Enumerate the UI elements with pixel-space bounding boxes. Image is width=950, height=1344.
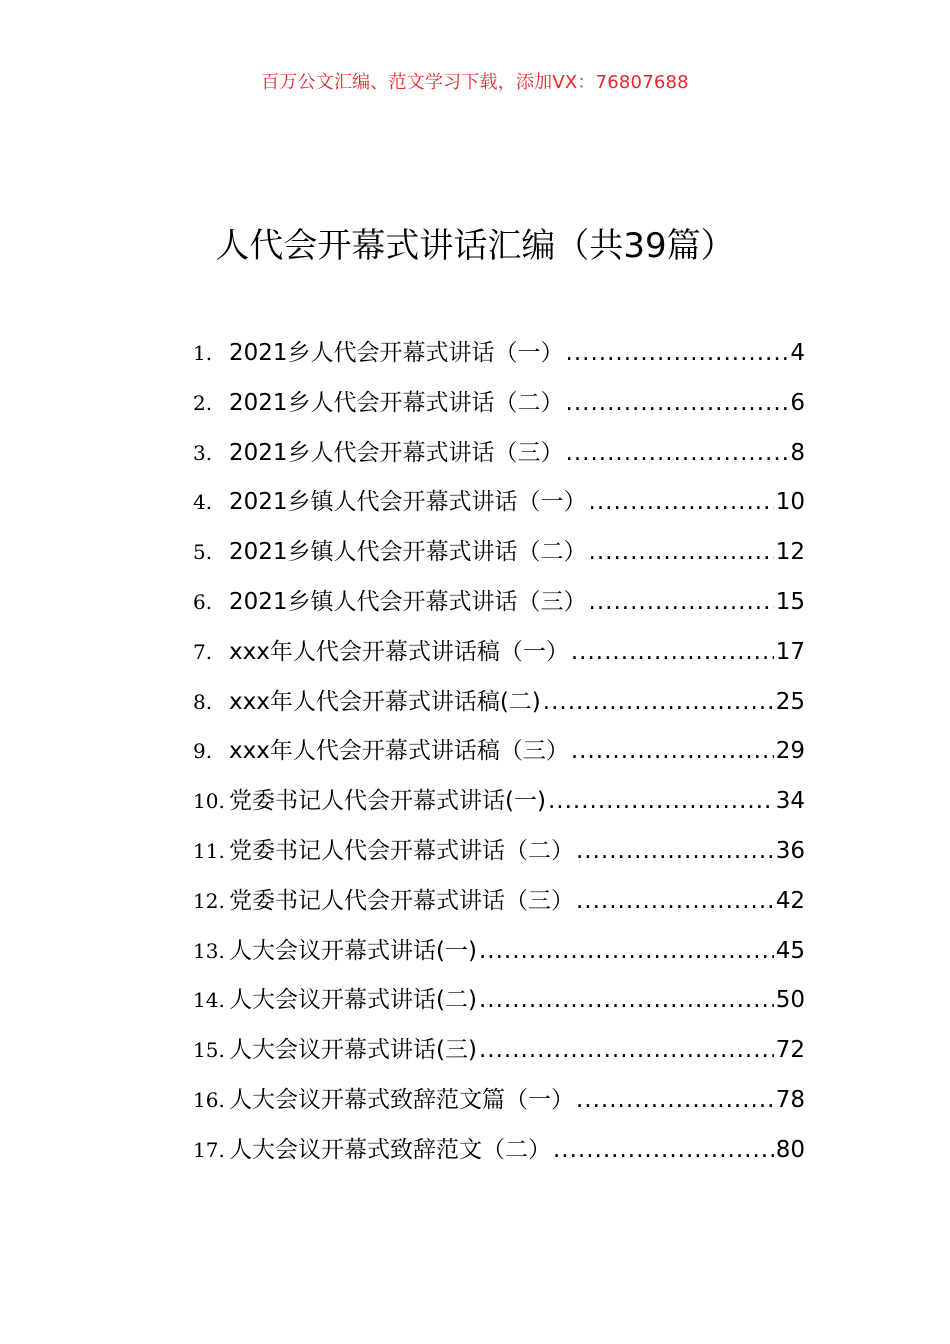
toc-dot-leader <box>589 583 774 621</box>
toc-entry-number: 1. <box>193 341 213 365</box>
toc-entry-title: 2021乡镇人代会开幕式讲话（二） <box>229 539 587 566</box>
toc-entry[interactable] <box>193 1031 805 1081</box>
toc-entry-page-number: 29 <box>775 738 805 765</box>
toc-entry[interactable] <box>193 732 805 782</box>
toc-dot-leader <box>479 1031 774 1069</box>
toc-entry-number: 8. <box>193 689 213 714</box>
toc-entry-number: 6. <box>193 589 213 614</box>
toc-dot-leader <box>576 1081 774 1119</box>
header-note: 百万公文汇编、范文学习下载，添加VX：76807688 <box>261 72 689 93</box>
toc-entry-page-number: 45 <box>775 937 805 964</box>
toc-entry[interactable] <box>193 782 805 832</box>
toc-entry-page-number: 15 <box>775 588 805 615</box>
toc-entry-page-number: 42 <box>775 887 805 914</box>
toc-entry-page-number: 12 <box>775 539 805 566</box>
toc-entry[interactable] <box>193 932 805 982</box>
toc-entry-page-number: 8 <box>790 439 805 466</box>
toc-entry[interactable] <box>193 832 805 882</box>
toc-dot-leader <box>576 832 774 870</box>
toc-entry-page-number: 25 <box>775 688 805 715</box>
toc-dot-leader <box>479 932 774 970</box>
toc-entry-number: 2. <box>193 390 213 415</box>
toc-entry-title: 2021乡人代会开幕式讲话（一） <box>229 340 564 366</box>
toc-entry[interactable] <box>193 434 805 484</box>
toc-dot-leader <box>566 384 789 422</box>
toc-dot-leader <box>553 1131 774 1169</box>
toc-dot-leader <box>548 782 774 820</box>
toc-entry-title: 人大会议开幕式致辞范文篇（一） <box>229 1086 574 1113</box>
toc-entry-title: 人大会议开幕式讲话(三) <box>229 1037 477 1064</box>
toc-entry-number: 7. <box>193 639 213 664</box>
toc-entry-title: xxx年人代会开幕式讲话稿（一） <box>229 638 569 665</box>
toc-entry-page-number: 17 <box>775 638 805 665</box>
toc-entry-title: 党委书记人代会开幕式讲话（二） <box>229 837 574 864</box>
toc-dot-leader <box>571 732 774 770</box>
toc-entry-page-number: 50 <box>775 987 805 1014</box>
toc-entry-number: 14. <box>193 988 225 1013</box>
toc-entry-title: 人大会议开幕式致辞范文（二） <box>229 1136 551 1163</box>
toc-entry-number: 16. <box>193 1087 225 1112</box>
toc-entry[interactable] <box>193 1131 805 1181</box>
toc-entry-page-number: 6 <box>790 389 805 416</box>
toc-entry-number: 15. <box>193 1038 225 1063</box>
toc-entry-page-number: 36 <box>775 837 805 864</box>
toc-entry-number: 5. <box>193 540 213 565</box>
toc-entry-title: 2021乡人代会开幕式讲话（二） <box>229 389 564 416</box>
toc-entry-page-number: 4 <box>790 340 805 366</box>
toc-entry-number: 4. <box>193 490 213 515</box>
toc-dot-leader <box>589 533 774 571</box>
toc-entry-page-number: 78 <box>775 1086 805 1113</box>
toc-entry-title: 人大会议开幕式讲话(一) <box>229 937 477 964</box>
toc-entry[interactable] <box>193 981 805 1031</box>
toc-entry[interactable] <box>193 633 805 683</box>
toc-entry-page-number: 80 <box>775 1136 805 1163</box>
toc-entry[interactable] <box>193 483 805 533</box>
toc-entry-number: 13. <box>193 938 225 963</box>
toc-entry-number: 9. <box>193 739 213 764</box>
toc-entry-title: 2021乡人代会开幕式讲话（三） <box>229 439 564 466</box>
toc-dot-leader <box>576 882 774 920</box>
table-of-contents <box>193 334 805 1181</box>
toc-entry-title: 党委书记人代会开幕式讲话（三） <box>229 887 574 914</box>
toc-entry-number: 17. <box>193 1137 225 1162</box>
toc-entry[interactable] <box>193 533 805 583</box>
document-title: 人代会开幕式讲话汇编（共39篇） <box>215 226 735 266</box>
toc-entry[interactable] <box>193 1081 805 1131</box>
toc-entry-title: 2021乡镇人代会开幕式讲话（三） <box>229 588 587 615</box>
toc-entry[interactable] <box>193 683 805 733</box>
toc-entry-page-number: 10 <box>775 489 805 516</box>
toc-entry-title: 党委书记人代会开幕式讲话(一) <box>229 788 546 815</box>
toc-entry-number: 3. <box>193 440 213 465</box>
toc-entry-title: xxx年人代会开幕式讲话稿(二) <box>229 688 541 715</box>
toc-entry-number: 11. <box>193 838 225 863</box>
toc-entry-title: xxx年人代会开幕式讲话稿（三） <box>229 738 569 765</box>
toc-dot-leader <box>571 633 774 671</box>
toc-entry[interactable] <box>193 583 805 633</box>
toc-entry[interactable] <box>193 334 805 384</box>
toc-entry[interactable] <box>193 882 805 932</box>
toc-entry-page-number: 72 <box>775 1037 805 1064</box>
toc-dot-leader <box>589 483 774 521</box>
toc-entry-title: 人大会议开幕式讲话(二) <box>229 987 477 1014</box>
toc-entry-page-number: 34 <box>775 788 805 815</box>
toc-entry-title: 2021乡镇人代会开幕式讲话（一） <box>229 489 587 516</box>
toc-entry-number: 12. <box>193 888 225 913</box>
toc-dot-leader <box>566 434 789 472</box>
toc-dot-leader <box>566 334 789 372</box>
toc-dot-leader <box>479 981 774 1019</box>
toc-entry[interactable] <box>193 384 805 434</box>
toc-dot-leader <box>543 683 774 721</box>
toc-entry-number: 10. <box>193 789 225 814</box>
